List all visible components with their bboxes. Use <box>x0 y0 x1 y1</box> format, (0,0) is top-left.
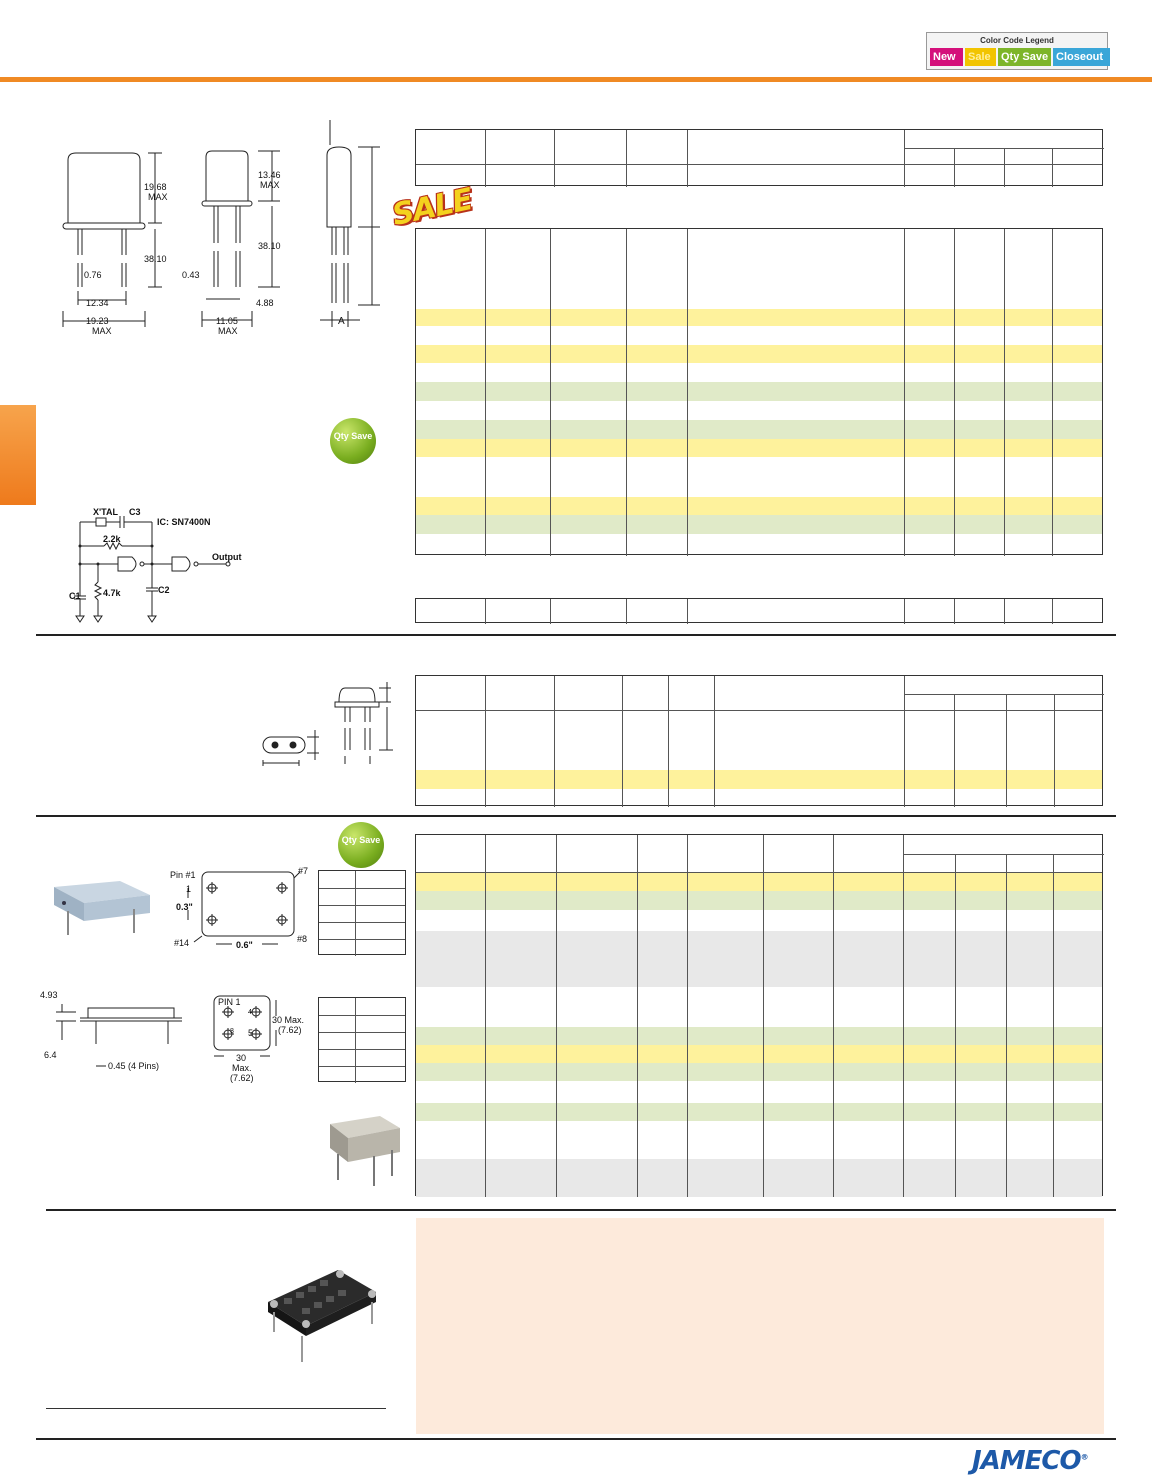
dim-max-3: MAX <box>260 180 280 190</box>
sale-badge: SALE <box>389 182 476 233</box>
footer-rule <box>36 1438 1116 1440</box>
dim-0-3-label: 0.3" <box>176 902 193 912</box>
section-side-tab <box>0 405 36 505</box>
pin7-label: #7 <box>298 866 309 876</box>
crystal-table <box>415 228 1103 555</box>
legend-qty-save-chip: Qty Save <box>998 48 1051 66</box>
circuit-r2-label: 4.7k <box>103 588 121 598</box>
pin14-label: #14 <box>174 938 190 948</box>
circuit-c3-label: C3 <box>129 507 141 517</box>
pin-table-2 <box>318 997 406 1082</box>
socket-divider <box>46 1408 386 1409</box>
pin8-label: #8 <box>297 934 308 944</box>
legend-new-chip: New <box>930 48 963 66</box>
dim-0-6-label: 0.6" <box>236 940 253 950</box>
oscillator-side-drawing <box>36 990 186 1070</box>
info-panel <box>416 1218 1104 1434</box>
dim-4-88: 4.88 <box>256 298 274 308</box>
dim-38-10-a: 38.10 <box>144 254 167 264</box>
pin1-label: Pin #1 <box>170 870 196 880</box>
dim-max-4: MAX <box>218 326 238 336</box>
dim-13-46: 13.46 <box>258 170 281 180</box>
oscillator-socket-photo <box>262 1262 382 1372</box>
dim-pins: 0.45 (4 Pins) <box>108 1061 160 1071</box>
dip8-max-b-value: 30 <box>236 1053 247 1063</box>
dip8-pin1-label: PIN 1 <box>218 997 241 1007</box>
crystal-table-footer <box>415 598 1103 623</box>
dim-max-1: MAX <box>148 192 168 202</box>
header-rule <box>0 77 1152 82</box>
circuit-output-label: Output <box>212 552 242 562</box>
dim-0-43: 0.43 <box>182 270 200 280</box>
dim-19-23: 19.23 <box>86 316 109 326</box>
dip8-762-b: (7.62) <box>230 1073 254 1083</box>
registered-mark: ® <box>1080 1452 1088 1462</box>
dim-19-68: 19.68 <box>144 182 167 192</box>
resonator-drawing <box>255 680 405 770</box>
circuit-c1-label: C1 <box>69 591 81 601</box>
dip8-p4-label: 4 <box>248 1009 252 1016</box>
dim-6-4: 6.4 <box>44 1050 57 1060</box>
resonator-table <box>415 675 1103 806</box>
legend-chips <box>930 48 1110 66</box>
dim-38-10-b: 38.10 <box>258 241 281 251</box>
dip8-max-a: 30 Max. <box>272 1015 305 1025</box>
color-code-legend <box>926 32 1108 70</box>
pin-table-1 <box>318 870 406 955</box>
oscillator-circuit-diagram <box>66 510 256 630</box>
dip8-p5-label: 5 <box>248 1028 254 1038</box>
oscillator-table <box>415 834 1103 1196</box>
dim-4-93: 4.93 <box>40 990 58 1000</box>
circuit-xtal-label: X'TAL <box>93 507 118 517</box>
circuit-ic-label: IC: SN7400N <box>157 517 211 527</box>
dim-11-05: 11.05 <box>216 316 238 326</box>
dim-max-2: MAX <box>92 326 112 336</box>
pin-one-label: 1 <box>186 884 192 894</box>
section-divider-3 <box>46 1209 1116 1211</box>
qty-save-badge: Qty Save <box>330 418 376 464</box>
dip8-762-a: (7.62) <box>278 1025 302 1035</box>
dip8-max-b-label: Max. <box>232 1063 252 1073</box>
legend-title: Color Code Legend <box>980 36 1054 45</box>
oscillator-photo <box>46 875 156 955</box>
crystal-table-header <box>415 129 1103 186</box>
dim-12-34: 12.34 <box>86 298 109 308</box>
jameco-brand: JAMECO <box>972 1446 1081 1476</box>
dim-a: A <box>338 316 345 327</box>
circuit-c2-label: C2 <box>158 585 170 595</box>
qty-save-badge-2: Qty Save <box>338 822 384 868</box>
dip8-p8-label: 8 <box>230 1028 234 1035</box>
legend-closeout-chip: Closeout <box>1053 48 1110 66</box>
crystal-outline-drawing <box>50 115 400 345</box>
section-divider-1 <box>36 634 1116 636</box>
section-divider-2 <box>36 815 1116 817</box>
dim-0-76: 0.76 <box>84 270 102 280</box>
jameco-logo <box>972 1446 1088 1476</box>
half-size-oscillator-photo <box>318 1110 408 1195</box>
circuit-r1-label: 2.2k <box>103 534 121 544</box>
legend-sale-chip: Sale <box>965 48 996 66</box>
